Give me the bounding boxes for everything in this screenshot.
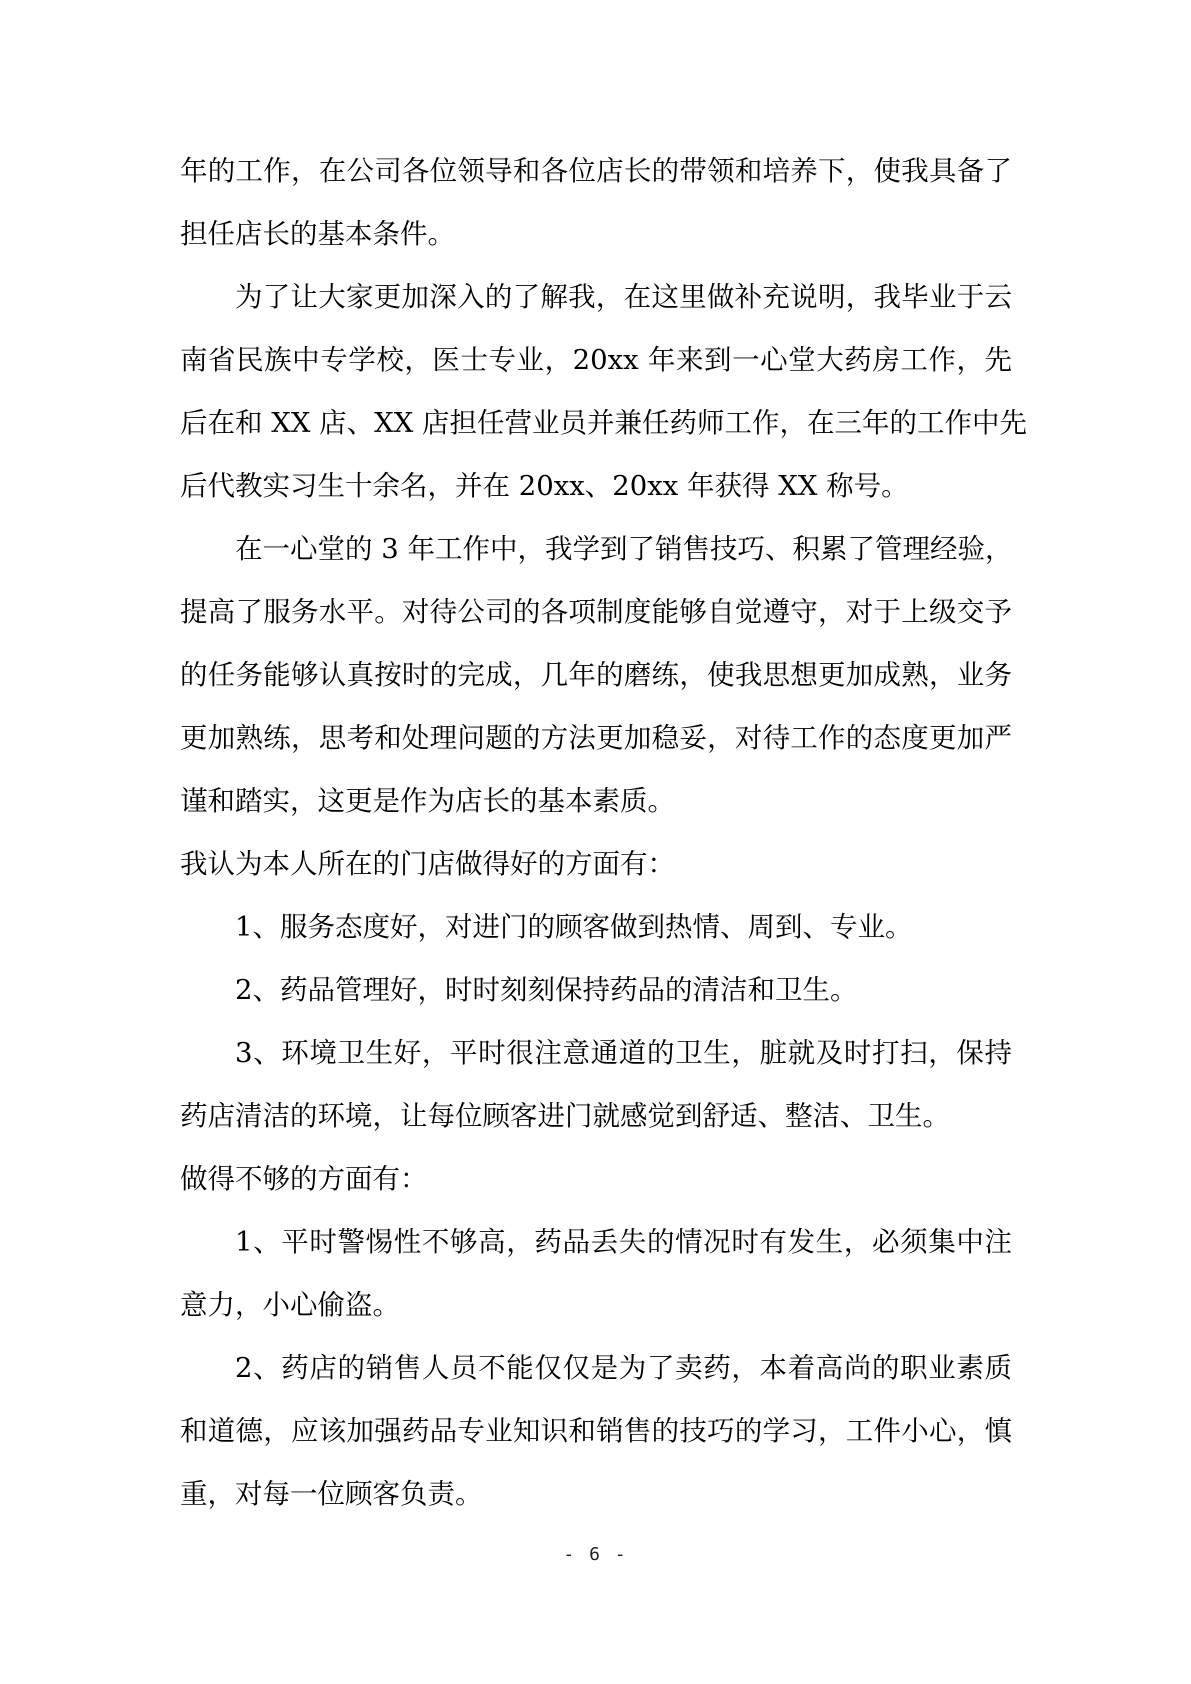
- text-line: 谨和踏实，这更是作为店长的基本素质。: [180, 785, 675, 817]
- text-line: 意力，小心偷盗。: [180, 1289, 400, 1321]
- text-line: 2、药品管理好，时时刻刻保持药品的清洁和卫生。: [235, 974, 858, 1006]
- body-text: [180, 140, 1028, 1526]
- text-line: 做得不够的方面有：: [180, 1163, 428, 1195]
- text-line: 更加熟练，思考和处理问题的方法更加稳妥，对待工作的态度更加严: [180, 722, 1012, 754]
- page-number: - 6 -: [563, 1544, 628, 1565]
- text-line: 3、环境卫生好，平时很注意通道的卫生，脏就及时打扫，保持: [235, 1037, 1012, 1069]
- text-line: 和道德，应该加强药品专业知识和销售的技巧的学习，工件小心，慎: [180, 1415, 1012, 1447]
- text-line: 担任店长的基本条件。: [180, 218, 455, 250]
- text-line: 后代教实习生十余名，并在 20xx、20xx 年获得 XX 称号。: [180, 470, 909, 502]
- text-line: 后在和 XX 店、XX 店担任营业员并兼任药师工作，在三年的工作中先: [180, 407, 1028, 439]
- text-line: 我认为本人所在的门店做得好的方面有：: [180, 848, 675, 880]
- text-line: 为了让大家更加深入的了解我，在这里做补充说明，我毕业于云: [235, 281, 1012, 313]
- text-line: 药店清洁的环境，让每位顾客进门就感觉到舒适、整洁、卫生。: [180, 1100, 950, 1132]
- text-line: 年的工作，在公司各位领导和各位店长的带领和培养下，使我具备了: [180, 155, 1012, 187]
- text-line: 在一心堂的 3 年工作中，我学到了销售技巧、积累了管理经验，: [235, 533, 1013, 565]
- text-line: 2、药店的销售人员不能仅仅是为了卖药，本着高尚的职业素质: [235, 1352, 1012, 1384]
- text-line: 1、平时警惕性不够高，药品丢失的情况时有发生，必须集中注: [235, 1226, 1012, 1258]
- text-line: 的任务能够认真按时的完成，几年的磨练，使我思想更加成熟，业务: [180, 659, 1012, 691]
- text-line: 南省民族中专学校，医士专业，20xx 年来到一心堂大药房工作，先: [180, 344, 1012, 376]
- text-line: 1、服务态度好，对进门的顾客做到热情、周到、专业。: [235, 911, 913, 943]
- text-line: 提高了服务水平。对待公司的各项制度能够自觉遵守，对于上级交予: [180, 596, 1012, 628]
- text-line: 重，对每一位顾客负责。: [180, 1478, 483, 1510]
